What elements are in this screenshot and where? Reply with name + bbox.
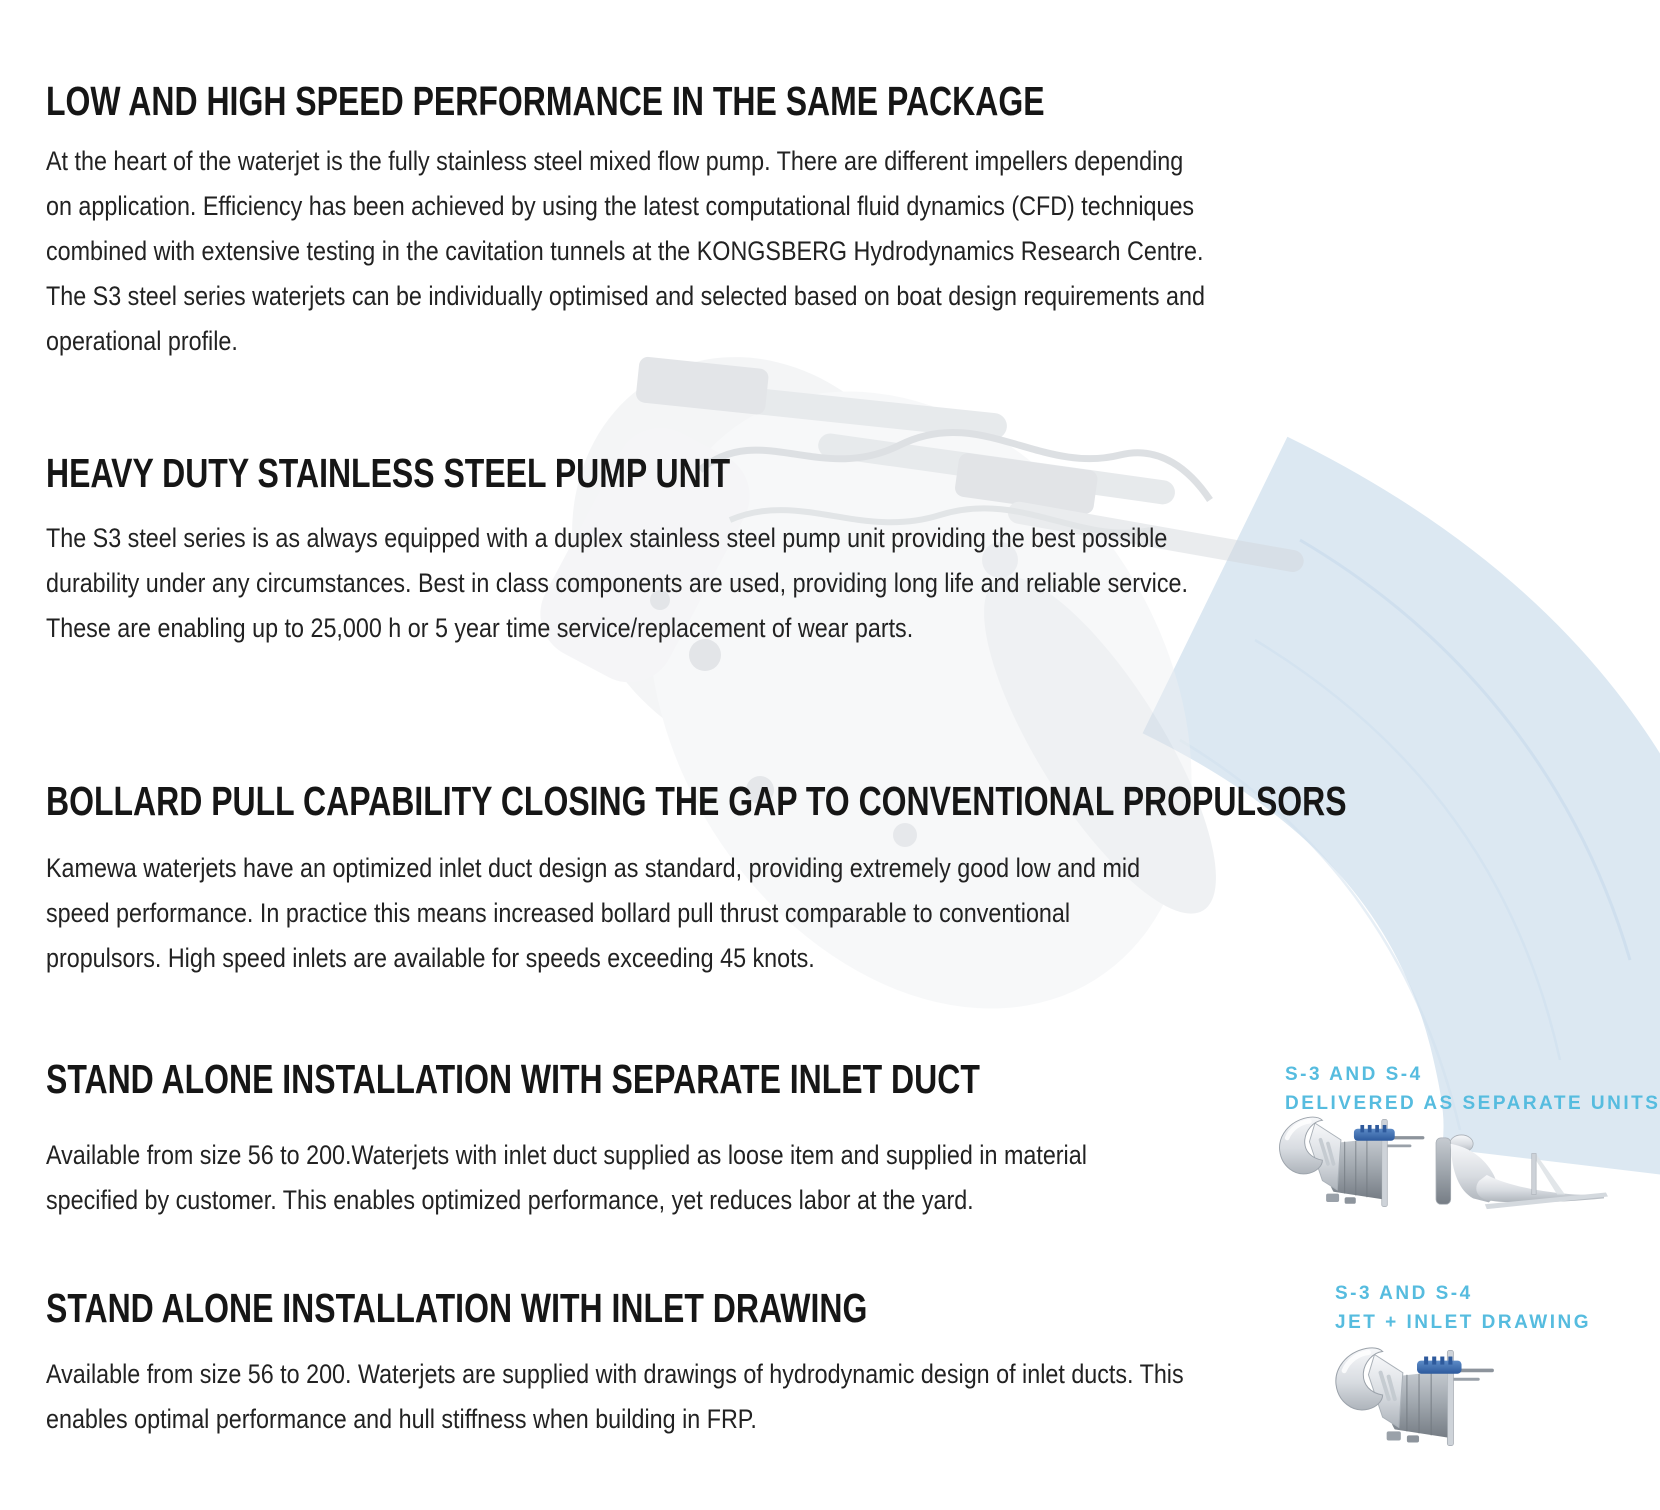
section-body-low-high-speed: At the heart of the waterjet is the fully stainless steel mixed flow pump. There are different impellers depending on application. Efficiency has been achieved by using the latest computational fluid dynamics (CFD) techniques combined with extensive testing in the cavitation tunnels at the KONGSBERG Hydrodynamics Research Centre. The S3 steel series waterjets can be individually optimised and selected based on boat design requirements and operational profile.	[46, 146, 1205, 356]
inlet-duct-illustration	[1428, 1132, 1614, 1216]
waterjet-unit-illustration	[1274, 1112, 1432, 1214]
callout-jet-inlet-drawing	[1335, 1279, 1591, 1337]
section-heading-inlet-drawing: STAND ALONE INSTALLATION WITH INLET DRAWING	[46, 1285, 868, 1331]
section-body-bollard-pull: Kamewa waterjets have an optimized inlet duct design as standard, providing extremely good low and mid speed performance. In practice this means increased bollard pull thrust comparable to conventional propulsors. High speed inlets are available for speeds exceeding 45 knots.	[46, 853, 1141, 973]
section-body-heavy-duty-pump: The S3 steel series is as always equipped with a duplex stainless steel pump unit providing the best possible durability under any circumstances. Best in class components are used, providing long life and reliable service. These are enabling up to 25,000 h or 5 year time service/replacement of wear parts.	[46, 523, 1188, 643]
callout-subtitle: JET + INLET DRAWING	[1335, 1312, 1591, 1333]
background-pump-machinery	[499, 288, 1305, 1110]
section-body-inlet-drawing: Available from size 56 to 200. Waterjets are supplied with drawings of hydrodynamic design of inlet ducts. This enables optimal performance and hull stiffness when building in FRP.	[46, 1359, 1184, 1434]
section-heading-bollard-pull: BOLLARD PULL CAPABILITY CLOSING THE GAP TO CONVENTIONAL PROPULSORS	[46, 778, 1347, 824]
callout-title: S-3 AND S-4	[1285, 1064, 1423, 1085]
callout-subtitle: DELIVERED AS SEPARATE UNITS	[1285, 1093, 1660, 1114]
waterjet-unit-illustration	[1330, 1342, 1502, 1454]
callout-title: S-3 AND S-4	[1335, 1283, 1473, 1304]
section-body-separate-inlet-duct: Available from size 56 to 200.Waterjets with inlet duct supplied as loose item and supplied in material specified by customer. This enables optimized performance, yet reduces labor at the yard.	[46, 1140, 1087, 1215]
section-heading-heavy-duty-pump: HEAVY DUTY STAINLESS STEEL PUMP UNIT	[46, 450, 731, 496]
section-heading-separate-inlet-duct: STAND ALONE INSTALLATION WITH SEPARATE INLET DUCT	[46, 1056, 980, 1102]
section-heading-low-high-speed: LOW AND HIGH SPEED PERFORMANCE IN THE SAME PACKAGE	[46, 78, 1045, 124]
callout-separate-units	[1285, 1060, 1660, 1118]
